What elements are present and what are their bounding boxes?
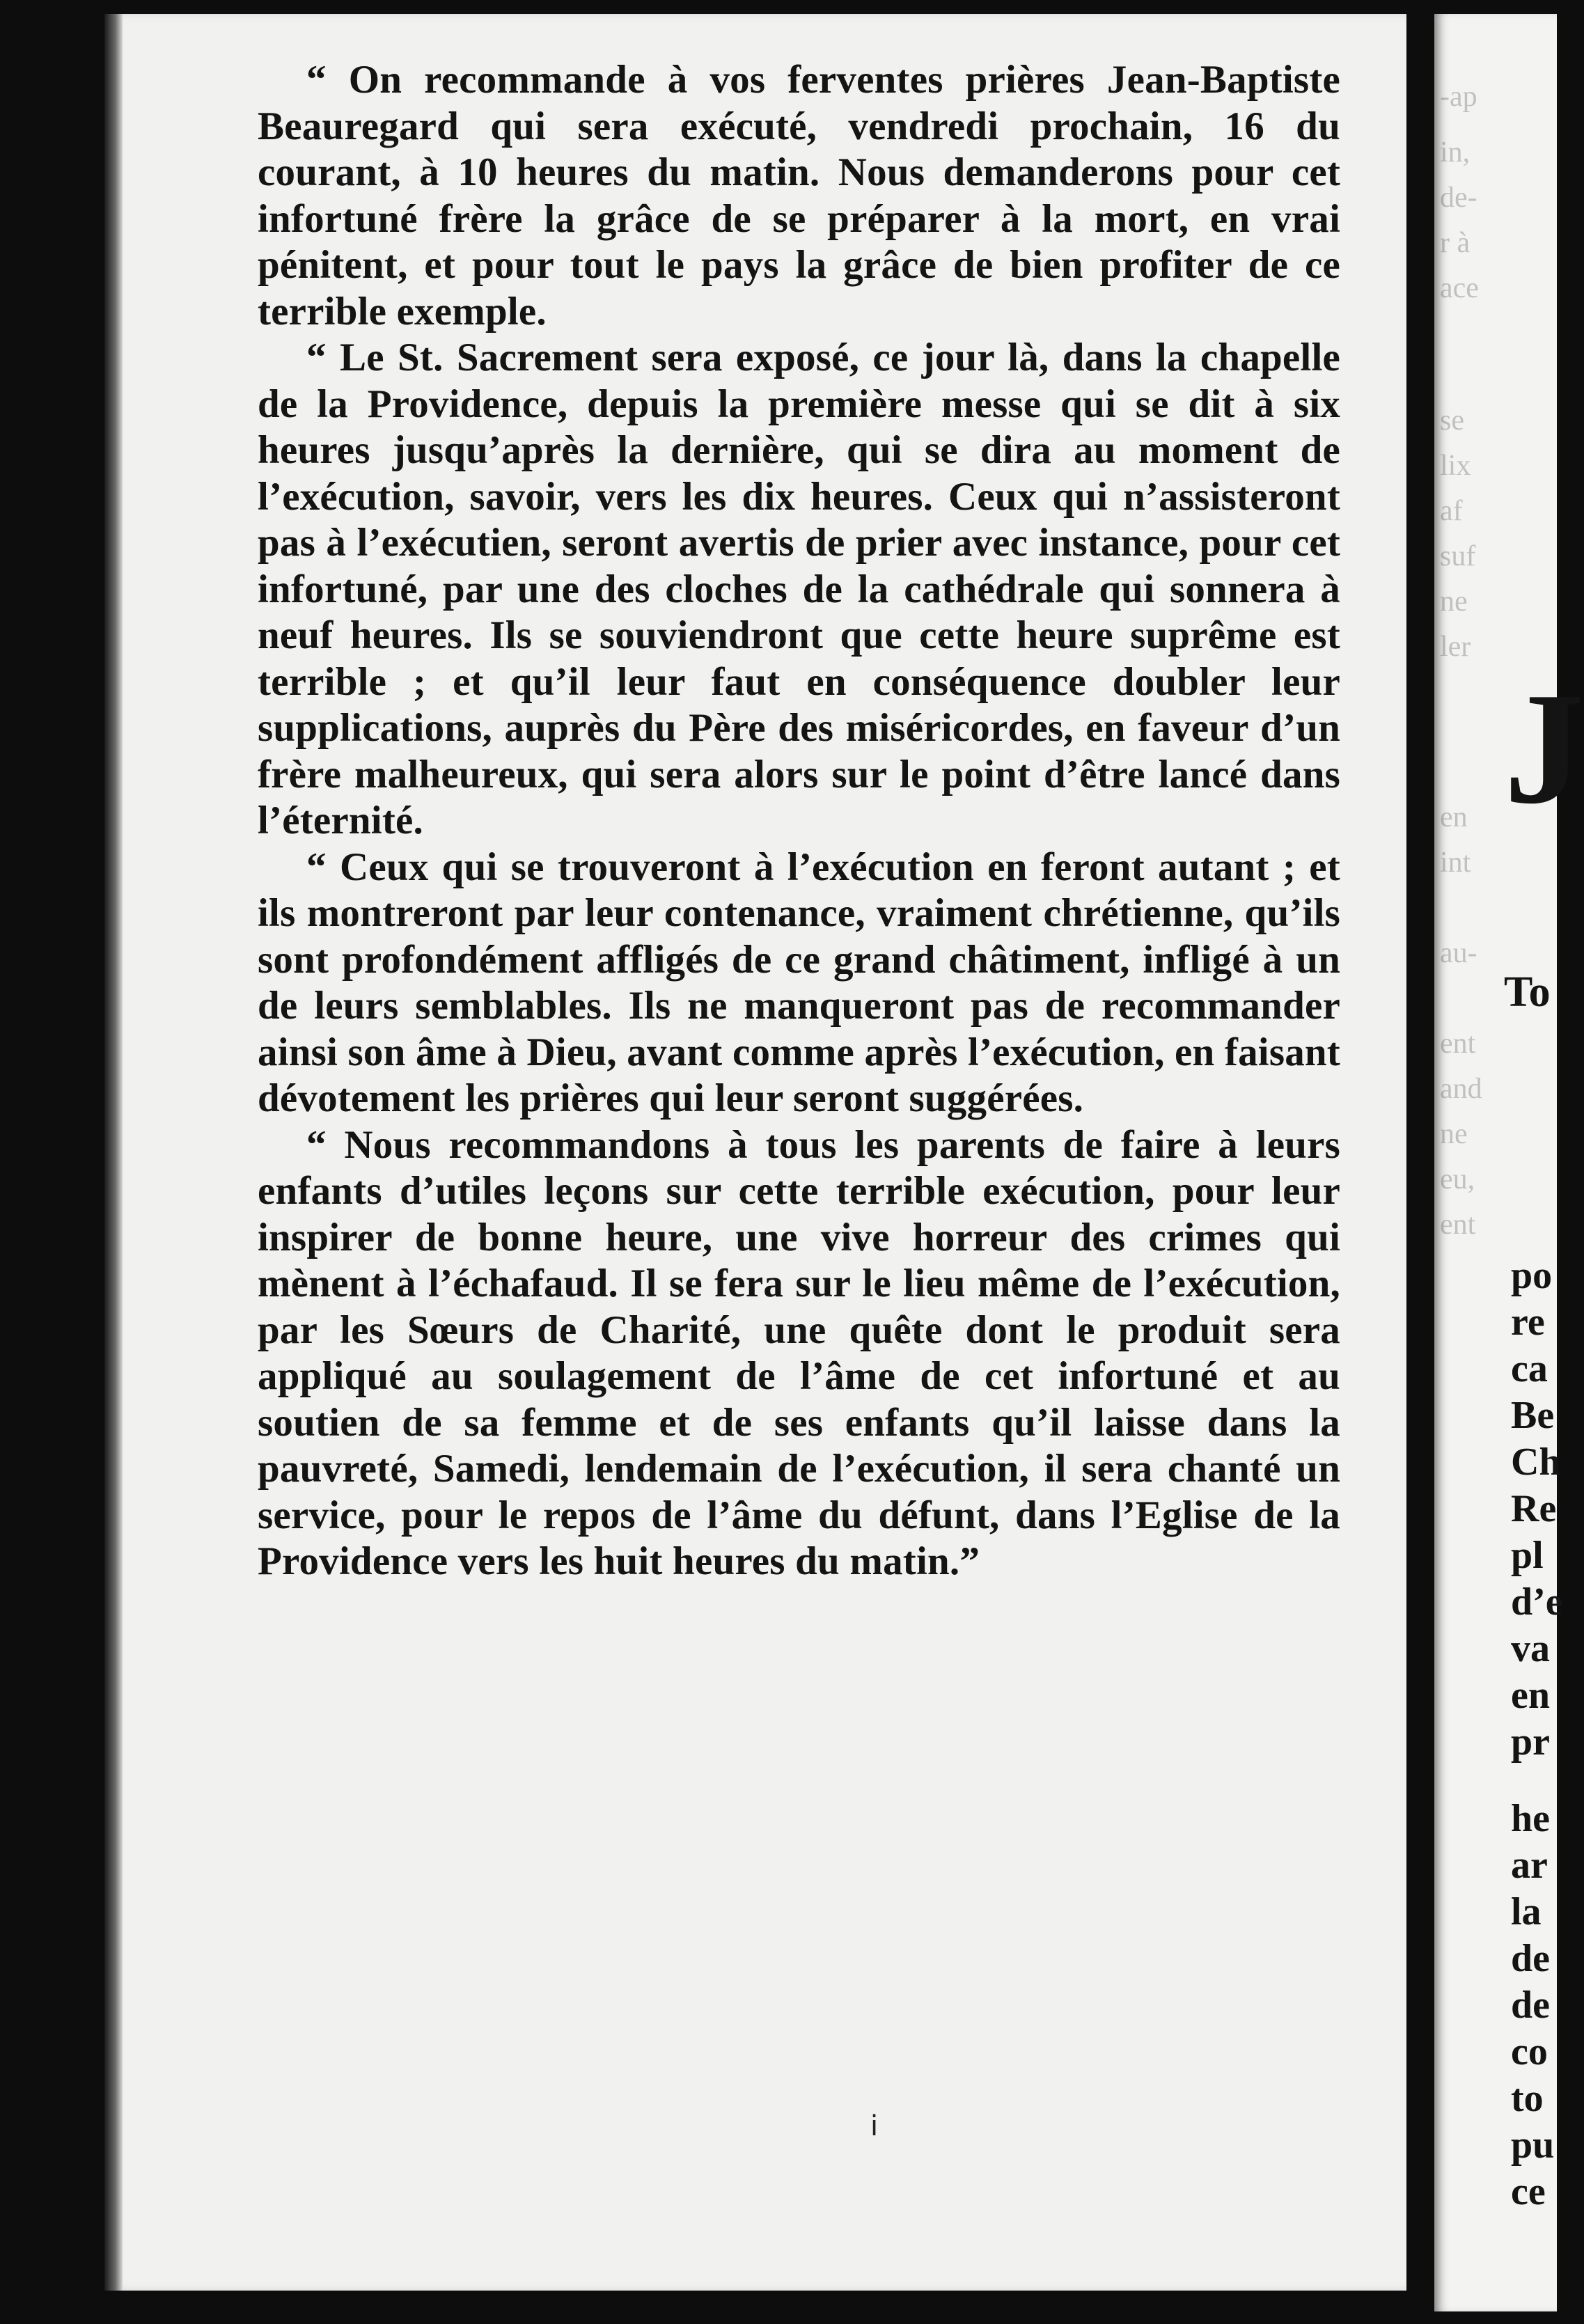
right-body-line: Re [1511, 1487, 1557, 1530]
paragraph-3: “ Ceux qui se trouveront à l’exécution en feront autant ; et ils montreront par leur contenance, vraiment chrétienne, qu’ils sont profondément affligés de ce grand châtiment, infligé à un de leurs semblables. Ils ne manqueront pas de recommander ainsi son âme à Dieu, avant comme après l’exécution, en faisant dévotement les prières qui leur seront suggérées. [258, 845, 1340, 1120]
right-fragment-low-5: eu, [1440, 1163, 1475, 1195]
right-body-line: d’e [1511, 1580, 1563, 1624]
right-fragment-low-2: ent [1440, 1028, 1476, 1060]
right-page [1434, 14, 1584, 2311]
right-fragment-top-1: -ap [1440, 81, 1477, 113]
right-fragment-mid-1: se [1440, 405, 1464, 437]
right-fragment-mid-2: lix [1440, 450, 1471, 482]
right-body-line: de [1511, 1937, 1550, 1980]
right-fragment-mid-4: suf [1440, 540, 1476, 572]
right-body-line: en [1511, 1674, 1550, 1717]
right-fragment-low-3: and [1440, 1073, 1482, 1105]
right-page-large-initial: J [1504, 659, 1584, 837]
right-fragment-mid-6: ler [1440, 631, 1471, 663]
right-body-line: he [1511, 1797, 1550, 1840]
right-body-line: va [1511, 1627, 1550, 1670]
text-column [258, 57, 1340, 1585]
paragraph-1: “ On recommande à vos ferventes prières Jean-Baptiste Beauregard qui sera exécuté, vendredi prochain, 16 du courant, à 10 heures du matin. Nous demanderons pour cet infortuné frère la grâce de se préparer à la mort, en vrai pénitent, et pour tout le pays la grâce de bien profiter de ce terrible exemple. [258, 58, 1340, 333]
right-body-line: pr [1511, 1720, 1550, 1764]
right-body-line: ar [1511, 1844, 1548, 1887]
right-page-heading: To [1504, 968, 1551, 1016]
paragraph-4: “ Nous recommandons à tous les parents de faire à leurs enfants d’utiles leçons sur cette terrible exécution, pour leur inspirer de bonne heure, une vive horreur des crimes qui mènent à l’échafaud. Il se fera sur le lieu même de l’exécution, par les Sœurs de Charité, une quête dont le produit sera appliqué au soulagement de l’âme de cet infortuné et au soutien de sa femme et de ses enfants qu’il laisse dans la pauvreté, Samedi, lendemain de l’exécution, il sera chanté un service, pour le repos de l’âme du défunt, dans l’Eglise de la Providence vers les huit heures du matin.” [258, 1122, 1340, 1583]
page-binding-shadow [104, 14, 123, 2291]
right-fragment-top-5: ace [1440, 272, 1479, 304]
right-body-line: de [1511, 1984, 1550, 2027]
right-body-line: pl [1511, 1534, 1544, 1577]
page-mark: ⅰ [870, 2110, 879, 2142]
paragraph-2: “ Le St. Sacrement sera exposé, ce jour là, dans la chapelle de la Providence, depuis la première messe qui se dit à six heures jusqu’après la dernière, qui se dira au moment de l’exécution, savoir, vers les dix heures. Ceux qui n’assisteront pas à l’exécutien, seront avertis de prier avec instance, pour cet infortuné, par une des cloches de la cathédrale qui sonnera à neuf heures. Ils se souviendront que cette heure suprême est terrible ; et qu’il leur faut en conséquence doubler leur supplications, auprès du Père des miséricordes, en faveur d’un frère malheureux, qui sera alors sur le point d’être lancé dans l’éternité. [258, 336, 1340, 842]
right-fragment-low-6: ent [1440, 1209, 1476, 1241]
right-body-line: Be [1511, 1394, 1555, 1437]
right-fragment-top-4: r à [1440, 227, 1471, 259]
right-body-line: po [1511, 1254, 1553, 1297]
right-fragment-mid-7: en [1440, 801, 1468, 833]
right-body-line: ca [1511, 1347, 1548, 1390]
right-body-line: re [1511, 1301, 1545, 1344]
right-fragment-mid-3: af [1440, 495, 1463, 527]
right-fragment-low-1: au- [1440, 937, 1477, 969]
right-body-line: ce [1511, 2170, 1546, 2213]
right-body-line: pu [1511, 2123, 1555, 2167]
right-body-line: to [1511, 2077, 1544, 2120]
right-body-line: co [1511, 2030, 1548, 2073]
right-fragment-top-3: de- [1440, 182, 1477, 214]
right-fragment-mid-5: ne [1440, 586, 1468, 618]
right-fragment-top-2: in, [1440, 136, 1471, 168]
right-fragment-low-4: ne [1440, 1118, 1468, 1150]
right-body-line: Ch [1511, 1440, 1561, 1484]
right-fragment-mid-8: int [1440, 847, 1471, 879]
left-page [104, 14, 1406, 2291]
right-body-line: la [1511, 1890, 1542, 1933]
